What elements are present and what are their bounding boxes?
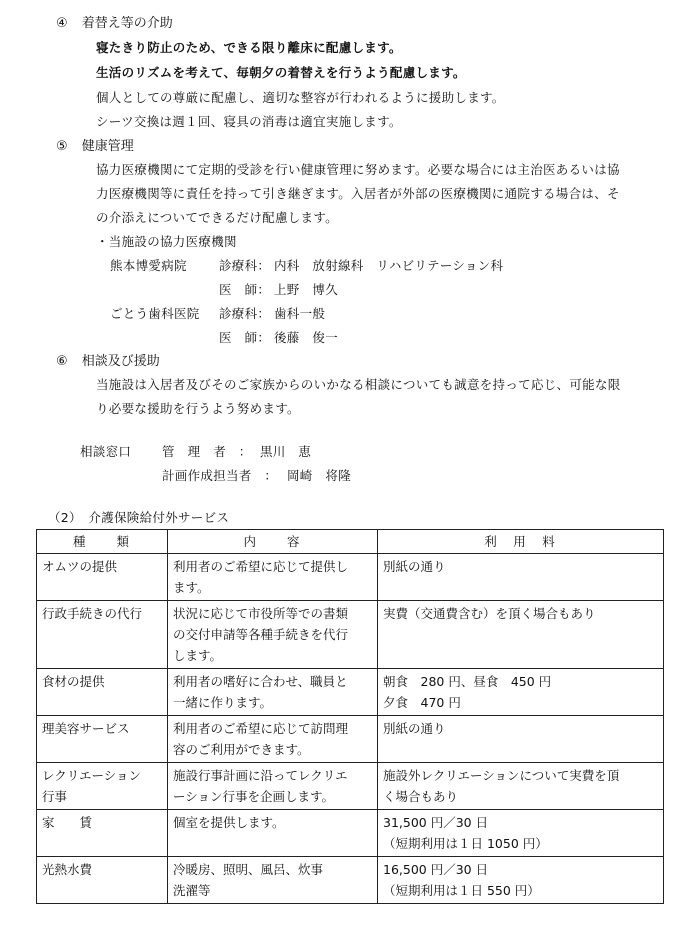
section-4-line: シーツ交換は週１回、寝具の消毒は適宜実施します。 [96, 114, 402, 129]
partner-dept: 歯科一般 [274, 306, 326, 321]
cell-type: 理美容サービス [37, 716, 168, 763]
section-5-line: 力医療機関等に責任を持って引き継ぎます。入居者が外部の医療機関に通院する場合は、そ [96, 186, 620, 201]
contact-name: 黒川 恵 [260, 444, 312, 459]
cell-fee: 別紙の通り [378, 554, 664, 601]
cell-type: レクリエーション 行事 [37, 763, 168, 810]
section-6-heading [56, 350, 160, 369]
cell-content: 個室を提供します。 [168, 810, 378, 857]
section-5-line: 協力医療機関にて定期的受診を行い健康管理に努めます。必要な場合には主治医あるいは協 [96, 162, 620, 177]
section-5-title: 健康管理 [81, 139, 134, 154]
cell-content: 利用者の嗜好に合わせ、職員と 一緒に作ります。 [168, 669, 378, 716]
cell-content: 利用者のご希望に応じて提供し ます。 [168, 554, 378, 601]
column-header-content: 内 容 [168, 530, 378, 554]
section-6-title: 相談及び援助 [81, 354, 160, 369]
cell-content: 状況に応じて市役所等での書類 の交付申請等各種手続きを代行 します。 [168, 601, 378, 669]
cell-fee: 31,500 円／30 日 （短期利用は１日 1050 円） [378, 810, 664, 857]
table-header-row [37, 530, 664, 554]
section-5-number: ⑤ [56, 139, 68, 154]
table-row [37, 554, 664, 601]
column-header-fee: 利 用 料 [378, 530, 664, 554]
cell-content: 冷暖房、照明、風呂、炊事 洗濯等 [168, 857, 378, 904]
cell-fee: 16,500 円／30 日 （短期利用は１日 550 円） [378, 857, 664, 904]
partner-name: 熊本博愛病院 [110, 258, 187, 273]
section-5-line: の介添えについてできるだけ配慮します。 [96, 210, 338, 225]
partner-heading: ・当施設の協力医療機関 [96, 234, 237, 249]
contact-role: 管 理 者 ： [162, 444, 252, 459]
partner-dept-label: 診療科： [219, 258, 271, 273]
column-header-type: 種 類 [37, 530, 168, 554]
table-row [37, 601, 664, 669]
table-row [37, 716, 664, 763]
partner-doctor: 上野 博久 [274, 282, 339, 297]
contact-label: 相談窓口 [80, 444, 132, 459]
cell-fee: 実費（交通費含む）を頂く場合もあり [378, 601, 664, 669]
section-4-heading [56, 12, 173, 31]
cell-fee: 別紙の通り [378, 716, 664, 763]
cell-content: 施設行事計画に沿ってレクリエ ーション行事を企画します。 [168, 763, 378, 810]
partner-dept: 内科 放射線科 リハビリテーション科 [274, 258, 504, 273]
section-4-line: 個人としての尊厳に配慮し、適切な整容が行われるように援助します。 [96, 90, 505, 105]
section-4-line: 寝たきり防止のため、できる限り離床に配慮します。 [96, 40, 402, 55]
cell-fee: 施設外レクリエーションについて実費を頂 く場合もあり [378, 763, 664, 810]
partner-doctor: 後藤 俊一 [274, 330, 339, 345]
services-heading: （2） 介護保険給付外サービス [48, 510, 230, 525]
cell-type: 家 賃 [37, 810, 168, 857]
section-6-line: り必要な援助を行うよう努めます。 [96, 401, 300, 416]
section-5-heading [56, 135, 134, 154]
cell-fee: 朝食 280 円、昼食 450 円 夕食 470 円 [378, 669, 664, 716]
contact-role: 計画作成担当者 ： [162, 468, 278, 483]
table-row [37, 763, 664, 810]
services-table [36, 529, 664, 904]
section-4-line: 生活のリズムを考えて、毎朝夕の着替えを行うよう配慮します。 [96, 65, 466, 80]
partner-dept-label: 診療科： [219, 306, 271, 321]
table-row [37, 857, 664, 904]
section-6-number: ⑥ [56, 354, 68, 369]
section-4-number: ④ [56, 16, 68, 31]
cell-type: 食材の提供 [37, 669, 168, 716]
partner-doctor-label: 医 師： [219, 330, 271, 345]
partner-doctor-label: 医 師： [219, 282, 271, 297]
partner-name: ごとう歯科医院 [110, 306, 200, 321]
cell-type: 光熱水費 [37, 857, 168, 904]
cell-content: 利用者のご希望に応じて訪問理 容のご利用ができます。 [168, 716, 378, 763]
section-6-line: 当施設は入居者及びそのご家族からのいかなる相談についても誠意を持って応じ、可能な限 [96, 377, 621, 392]
table-row [37, 669, 664, 716]
cell-type: オムツの提供 [37, 554, 168, 601]
table-row [37, 810, 664, 857]
cell-type: 行政手続きの代行 [37, 601, 168, 669]
section-4-title: 着替え等の介助 [81, 16, 173, 31]
contact-name: 岡崎 将隆 [287, 468, 352, 483]
